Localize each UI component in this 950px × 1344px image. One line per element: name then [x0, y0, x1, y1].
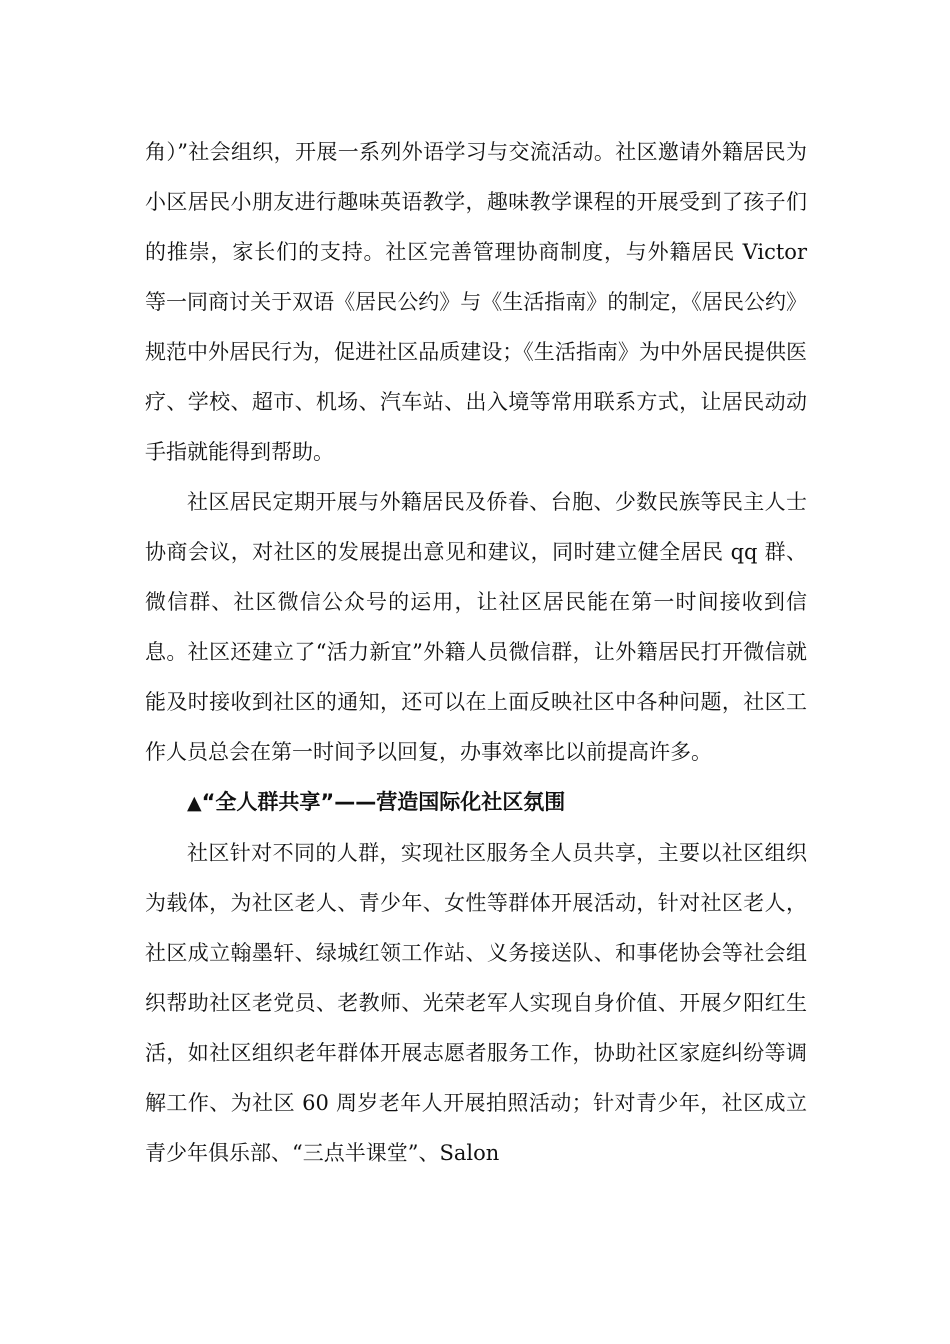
document-body: [145, 127, 807, 1178]
paragraph: 社区针对不同的人群，实现社区服务全人员共享，主要以社区组织为载体，为社区老人、青少年、女性等群体开展活动，针对社区老人，社区成立翰墨轩、绿城红领工作站、义务接送队、和事佬协会等社会组织帮助社区老党员、老教师、光荣老军人实现自身价值、开展夕阳红生活，如社区组织老年群体开展志愿者服务工作，协助社区家庭纠纷等调解工作、为社区 60 周岁老年人开展拍照活动；针对青少年，社区成立青少年俱乐部、“三点半课堂”、Salon: [145, 841, 807, 1165]
triangle-bullet-icon: ▲: [187, 792, 202, 814]
paragraph: 社区居民定期开展与外籍居民及侨眷、台胞、少数民族等民主人士协商会议，对社区的发展提出意见和建议，同时建立健全居民 qq 群、微信群、社区微信公众号的运用，让社区居民能在第一时间接收到信息。社区还建立了“活力新宜”外籍人员微信群，让外籍居民打开微信就能及时接收到社区的通知，还可以在上面反映社区中各种问题，社区工作人员总会在第一时间予以回复，办事效率比以前提高许多。: [145, 490, 807, 764]
paragraph: 角）”社会组织，开展一系列外语学习与交流活动。社区邀请外籍居民为小区居民小朋友进行趣味英语教学，趣味教学课程的开展受到了孩子们的推崇，家长们的支持。社区完善管理协商制度，与外籍居民 Victor 等一同商讨关于双语《居民公约》与《生活指南》的制定，《居民公约》规范中外居民行为，促进社区品质建设；《生活指南》为中外居民提供医疗、学校、超市、机场、汽车站、出入境等常用联系方式，让居民动动手指就能得到帮助。: [145, 140, 807, 464]
section-heading-text: “全人群共享”——营造国际化社区氛围: [201, 790, 566, 814]
section-heading: [145, 777, 807, 828]
